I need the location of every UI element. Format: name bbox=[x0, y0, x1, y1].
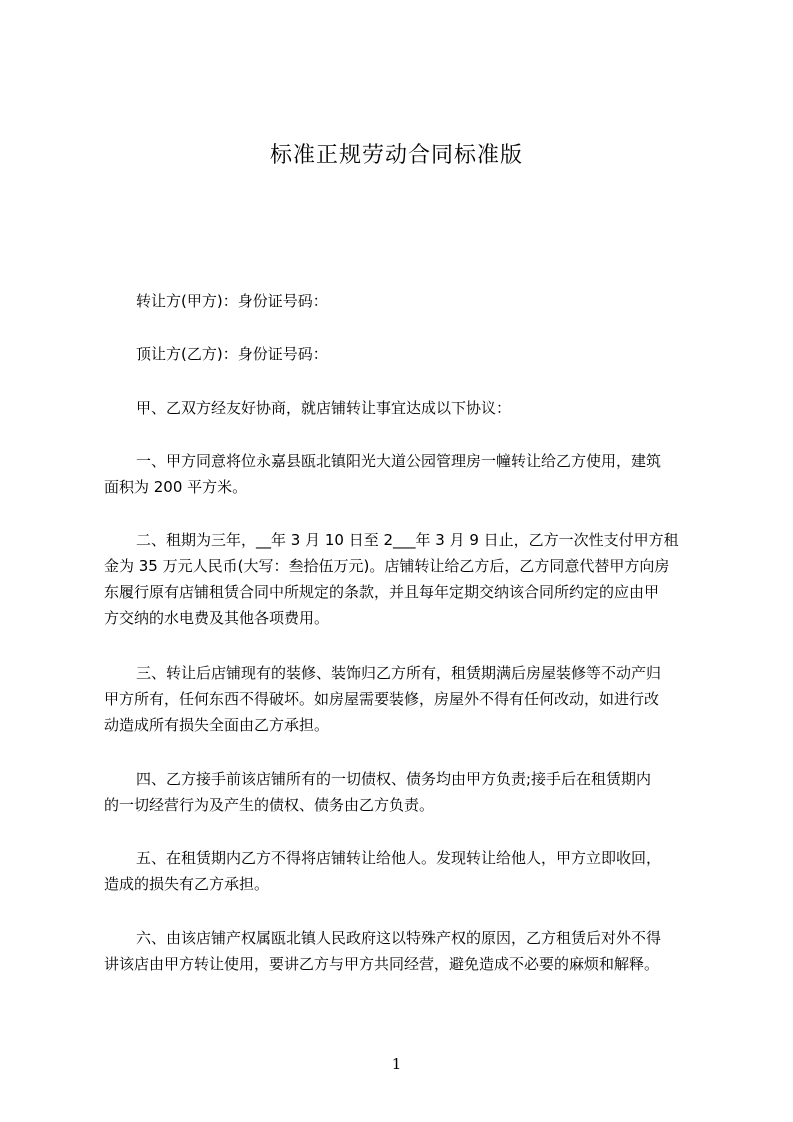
agreement-intro bbox=[104, 395, 698, 421]
paragraph-line: 三、转让后店铺现有的装修、装饰归乙方所有，租赁期满后房屋装修等不动产归 bbox=[136, 664, 662, 682]
clause-5 bbox=[104, 845, 698, 897]
paragraph-line: 二、租期为三年，__年 3 月 10 日至 2___年 3 月 9 日止，乙方一次性支付甲方租 bbox=[136, 531, 679, 549]
paragraph-line: 一、甲方同意将位永嘉县瓯北镇阳光大道公园管理房一幢转让给乙方使用，建筑 bbox=[136, 452, 662, 470]
paragraph-line: 造成的损失有乙方承担。 bbox=[104, 875, 270, 893]
paragraph-line: 甲、乙双方经友好协商，就店铺转让事宜达成以下协议： bbox=[136, 399, 512, 417]
clause-3 bbox=[104, 660, 698, 738]
paragraph-line: 四、乙方接手前该店铺所有的一切债权、债务均由甲方负责;接手后在租赁期内 bbox=[136, 770, 652, 788]
clause-6 bbox=[104, 925, 698, 977]
paragraph-line: 顶让方(乙方)：身份证号码： bbox=[136, 345, 328, 363]
paragraph-line: 金为 35 万元人民币(大写：叁拾伍万元)。店铺转让给乙方后，乙方同意代替甲方向房 bbox=[104, 557, 670, 575]
clause-1 bbox=[104, 448, 698, 500]
paragraph-line: 方交纳的水电费及其他各项费用。 bbox=[104, 609, 330, 627]
paragraph-line: 六、由该店铺产权属瓯北镇人民政府这以特殊产权的原因，乙方租赁后对外不得 bbox=[136, 929, 662, 947]
clause-4 bbox=[104, 766, 698, 818]
paragraph-line: 五、在租赁期内乙方不得将店铺转让给他人。发现转让给他人，甲方立即收回， bbox=[136, 849, 662, 867]
document-title: 标准正规劳动合同标准版 bbox=[269, 143, 523, 168]
paragraph-line: 转让方(甲方)：身份证号码： bbox=[136, 292, 328, 310]
page-number: 1 bbox=[391, 1055, 402, 1073]
clause-2 bbox=[104, 527, 698, 631]
paragraph-line: 东履行原有店铺租赁合同中所规定的条款，并且每年定期交纳该合同所约定的应由甲 bbox=[104, 583, 660, 601]
party-b-line bbox=[104, 341, 698, 367]
paragraph-line: 讲该店由甲方转让使用，要讲乙方与甲方共同经营，避免造成不必要的麻烦和解释。 bbox=[104, 955, 660, 973]
paragraph-line: 面积为 200 平方米。 bbox=[104, 478, 248, 496]
party-a-line bbox=[104, 288, 698, 314]
paragraph-line: 的一切经营行为及产生的债权、债务由乙方负责。 bbox=[104, 796, 435, 814]
paragraph-line: 甲方所有，任何东西不得破坏。如房屋需要装修，房屋外不得有任何改动，如进行改 bbox=[104, 690, 660, 708]
paragraph-line: 动造成所有损失全面由乙方承担。 bbox=[104, 716, 330, 734]
